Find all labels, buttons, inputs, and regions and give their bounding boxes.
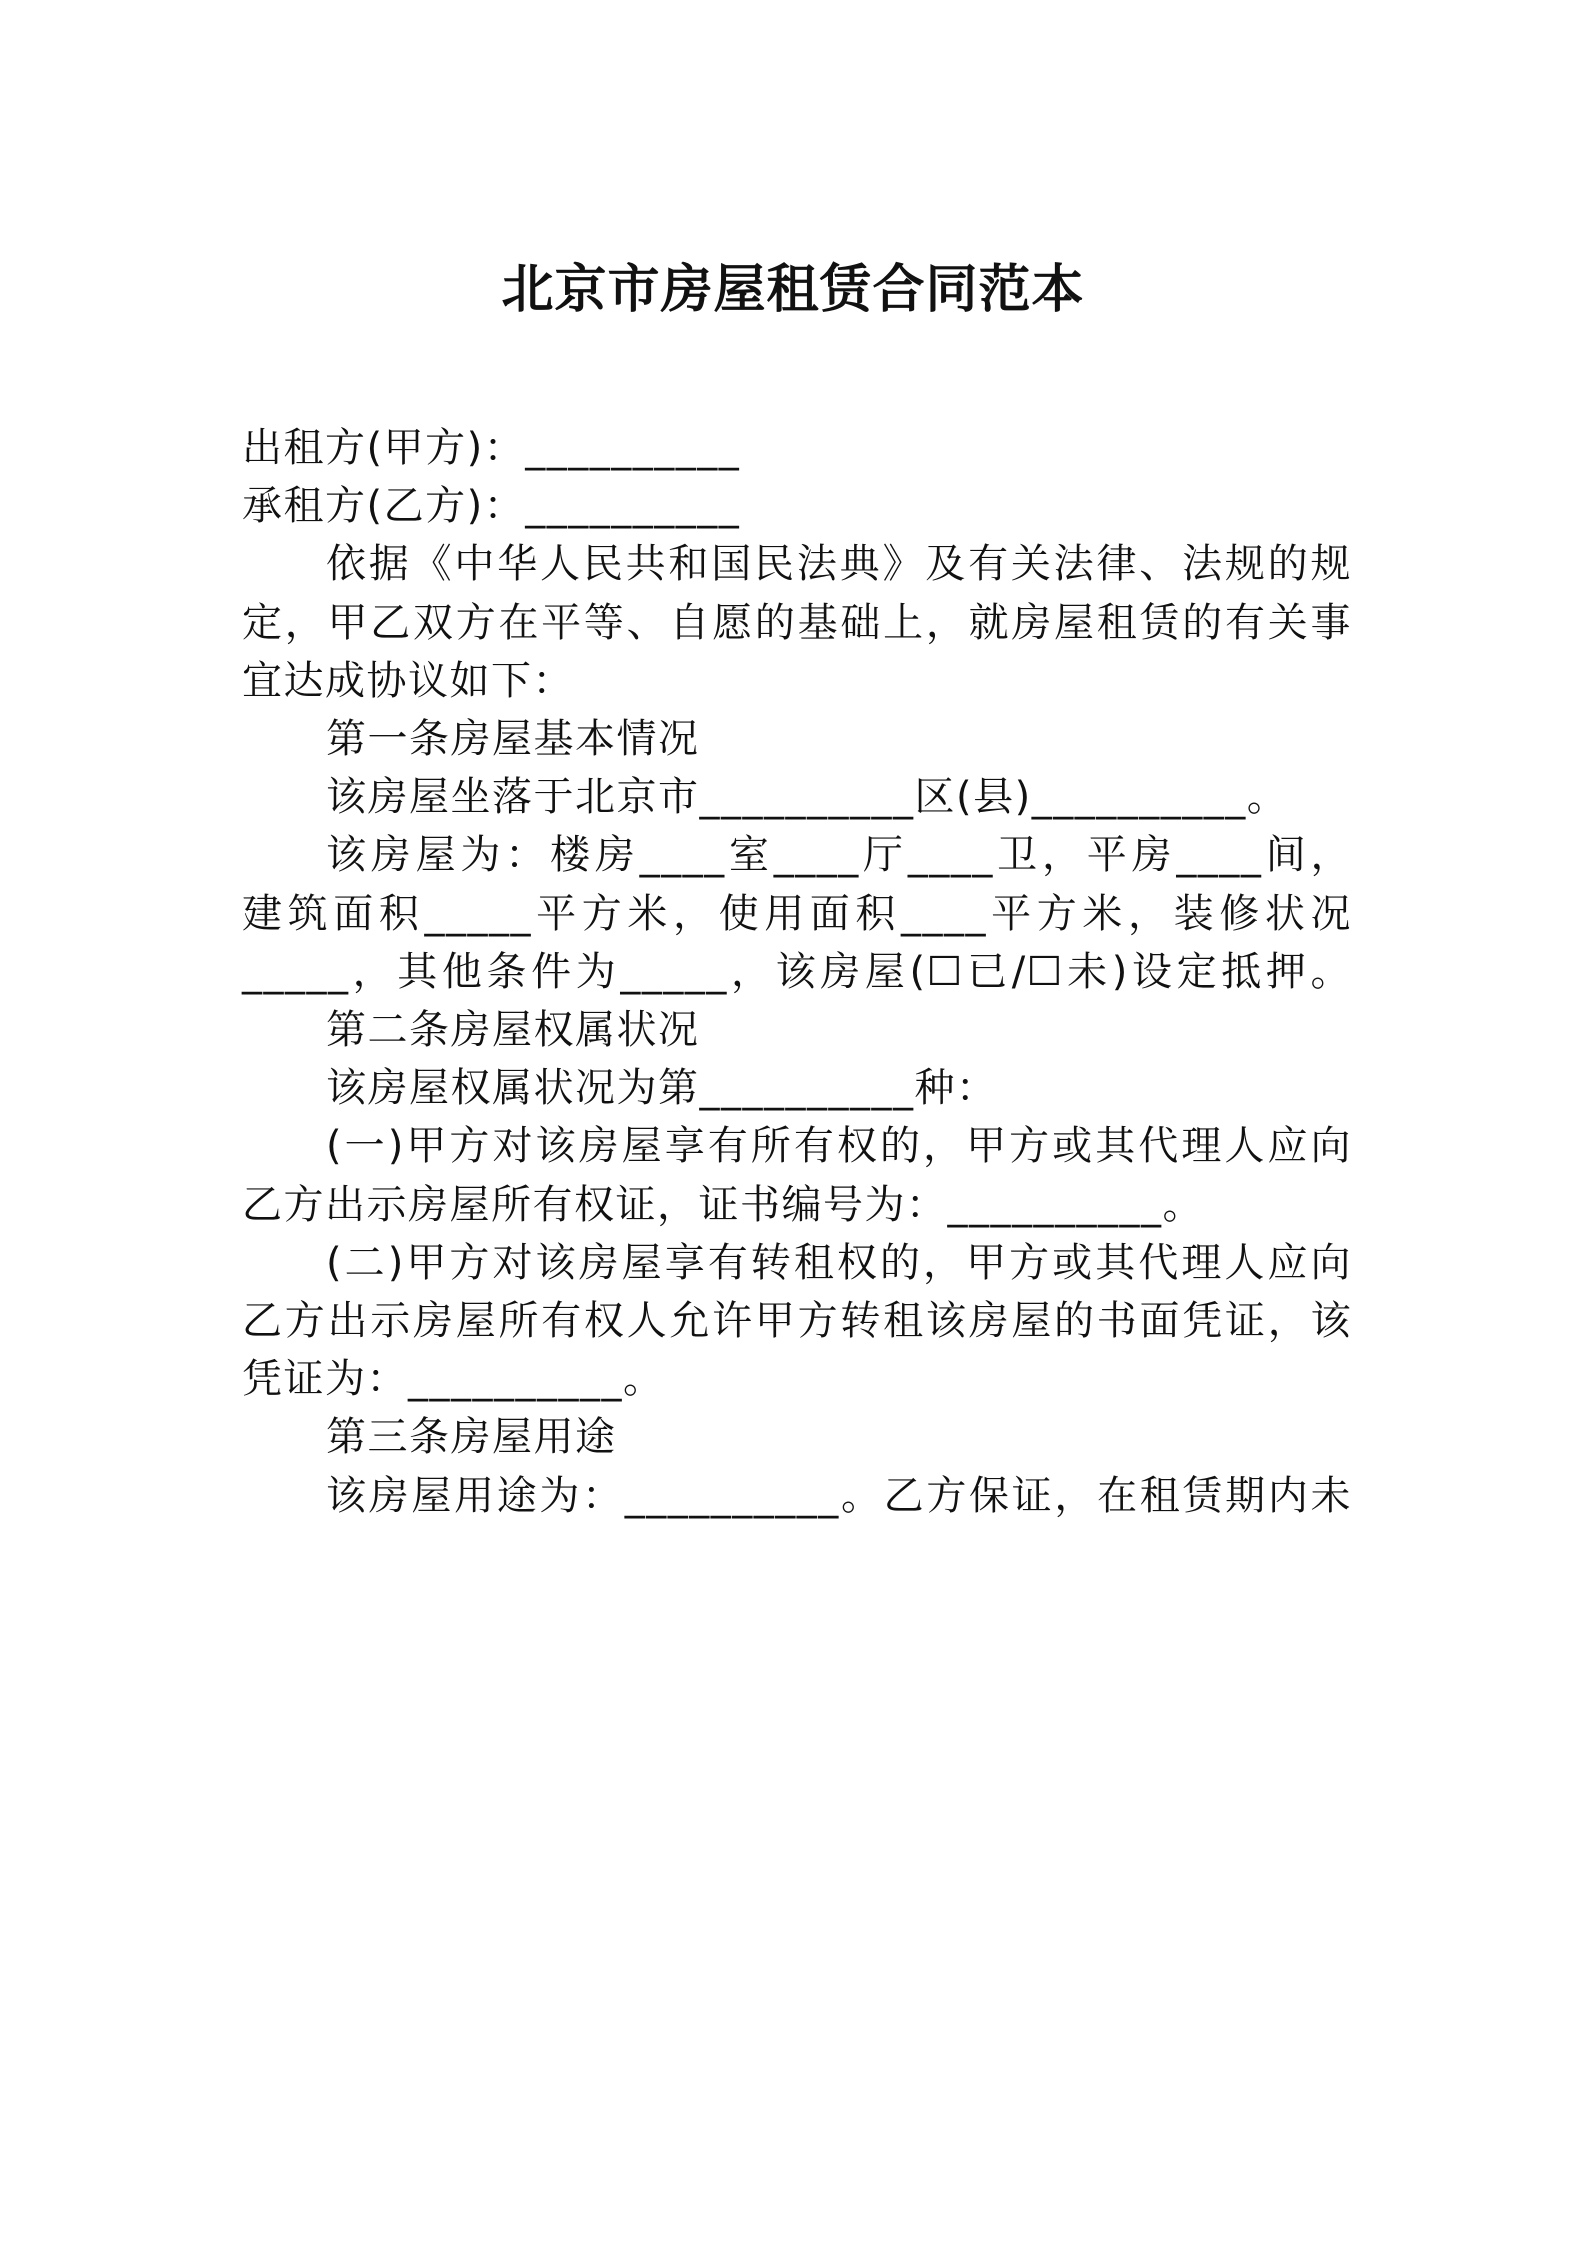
text-line: 该房屋坐落于北京市__________区(县)__________。: [326, 774, 1289, 821]
text-line: 该房屋权属状况为第__________种：: [326, 1065, 998, 1112]
text-line: 乙方出示房屋所有权人允许甲方转租该房屋的书面凭证，该: [242, 1298, 1352, 1344]
text-line: 出租方(甲方)：__________: [242, 425, 741, 471]
text-line: 宜达成协议如下：: [242, 657, 574, 704]
text-line: 建筑面积_____平方米，使用面积____平方米，装修状况: [242, 890, 1352, 937]
text-line: 承租方(乙方)：__________: [242, 483, 741, 530]
text-line: 该房屋用途为：__________。乙方保证，在租赁期内未: [326, 1472, 1352, 1519]
text-line: 第一条房屋基本情况: [326, 716, 700, 762]
text-line: 依据《中华人民共和国民法典》及有关法律、法规的规: [326, 541, 1352, 588]
text-line: 定，甲乙双方在平等、自愿的基础上，就房屋租赁的有关事: [242, 599, 1352, 646]
text-line: 凭证为：__________。: [242, 1356, 665, 1403]
document-title: 北京市房屋租赁合同范本: [501, 260, 1085, 320]
text-line: 乙方出示房屋所有权证，证书编号为：__________。: [242, 1181, 1204, 1228]
text-line: 该房屋为：楼房____室____厅____卫，平房____间，: [326, 832, 1352, 879]
text-line: (二)甲方对该房屋享有转租权的，甲方或其代理人应向: [326, 1239, 1352, 1286]
text-line: (一)甲方对该房屋享有所有权的，甲方或其代理人应向: [326, 1123, 1352, 1170]
text-line: 第二条房屋权属状况: [326, 1007, 700, 1053]
text-line: 第三条房屋用途: [326, 1414, 617, 1461]
text-line: _____，其他条件为_____，该房屋(☐已/☐未)设定抵押。: [242, 948, 1352, 995]
